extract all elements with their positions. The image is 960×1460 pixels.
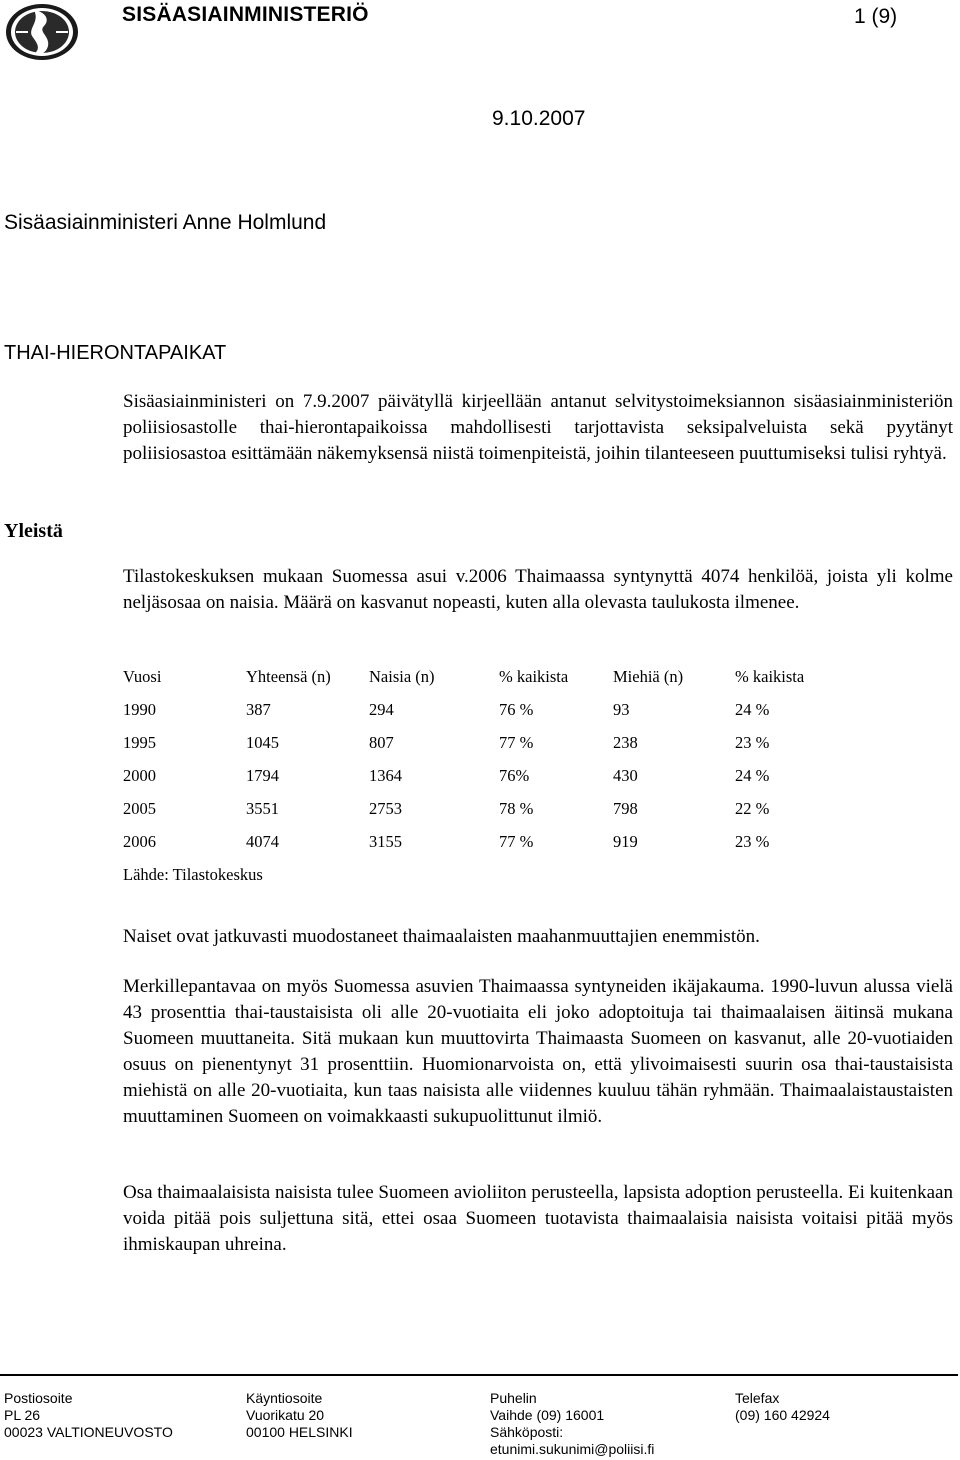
table-cell: 1794 xyxy=(246,766,279,785)
footer-value: (09) 160 42924 xyxy=(735,1407,830,1423)
recipient: Sisäasiainministeri Anne Holmlund xyxy=(4,211,327,234)
women-majority-paragraph: Naiset ovat jatkuvasti muodostaneet thaimaalaisten maahanmuuttajien enemmistön. xyxy=(123,926,760,947)
table-cell: 807 xyxy=(369,733,394,752)
footer-value: Vuorikatu 20 xyxy=(246,1407,325,1423)
table-cell: 2006 xyxy=(123,832,156,851)
footer-label: Puhelin xyxy=(490,1390,537,1406)
table-header-cell: Vuosi xyxy=(123,667,162,686)
footer-email: etunimi.sukunimi@poliisi.fi xyxy=(490,1441,655,1457)
table-cell: 1045 xyxy=(246,733,279,752)
footer-phone xyxy=(490,1390,654,1458)
table-cell: 2000 xyxy=(123,766,156,785)
table-cell: 1990 xyxy=(123,700,156,719)
table-header-cell: % kaikista xyxy=(735,667,805,686)
population-table xyxy=(123,667,823,898)
footer-value: Vaihde (09) 16001 xyxy=(490,1407,605,1423)
table-cell: 430 xyxy=(613,766,638,785)
document-date: 9.10.2007 xyxy=(492,107,586,130)
table-header-cell: % kaikista xyxy=(499,667,569,686)
table-cell: 22 % xyxy=(735,799,770,818)
table-row xyxy=(123,733,823,766)
page-number: 1 (9) xyxy=(854,5,898,28)
age-distribution-paragraph: Merkillepantavaa on myös Suomessa asuvien Thaimaassa syntyneiden ikäjakauma. 1990-luvun alussa vielä 43 prosenttia thai-taustaisista oli alle 20-vuotiaita eli joko adoptoituja tai thaimaalaisen äitinsä mukana Suomeen muuttaneita. Sitä mukaan kun muuttovirta Thaimaasta Suomeen on kasvanut, alle 20-vuotiaiden osuus on pienentynyt 31 prosenttiin. Huomionarvoista on, että ylivoimaisesti suurin osa thai-taustaisista miehistä on alle 20-vuotiaita, kun taas naisista alle viidennes kuuluu tähän ryhmään. Thaimaalaistaustaisten muuttaminen Suomeen on voimakkaasti sukupuolittunut ilmiö. xyxy=(123,976,953,1127)
table-row xyxy=(123,700,823,733)
statistics-paragraph: Tilastokeskuksen mukaan Suomessa asui v.2006 Thaimaassa syntynyttä 4074 henkilöä, joista yli kolme neljäsosaa on naisia. Määrä on kasvanut nopeasti, kuten alla olevasta taulukosta ilmenee. xyxy=(123,566,953,613)
intro-paragraph: Sisäasiainministeri on 7.9.2007 päivätyllä kirjeellään antanut selvitystoimeksiannon sisäasiainministeriön poliisiosastolle thai-hierontapaikoissa mahdollisesti tarjottavista seksipalveluista sekä pyytänyt poliisiosastoa esittämään näkemyksensä niistä toimenpiteistä, joihin tilanteeseen puuttumiseksi tulisi ryhtyä. xyxy=(123,391,953,464)
footer-visiting-address xyxy=(246,1390,353,1441)
document-title: THAI-HIERONTAPAIKAT xyxy=(4,342,227,364)
footer-divider xyxy=(0,1374,958,1376)
table-cell: 294 xyxy=(369,700,394,719)
footer-label: Käyntiosoite xyxy=(246,1390,323,1406)
footer-postal-address xyxy=(4,1390,173,1441)
footer-value: 00100 HELSINKI xyxy=(246,1424,353,1440)
table-cell: 24 % xyxy=(735,766,770,785)
table-row xyxy=(123,766,823,799)
footer-fax xyxy=(735,1390,830,1424)
table-cell: 23 % xyxy=(735,832,770,851)
table-cell: 24 % xyxy=(735,700,770,719)
table-header-row xyxy=(123,667,823,700)
footer-value: PL 26 xyxy=(4,1407,41,1423)
table-header-cell: Naisia (n) xyxy=(369,667,435,686)
table-source: Lähde: Tilastokeskus xyxy=(123,865,263,884)
table-cell: 77 % xyxy=(499,832,534,851)
table-cell: 1995 xyxy=(123,733,156,752)
table-cell: 2753 xyxy=(369,799,402,818)
table-cell: 798 xyxy=(613,799,638,818)
footer-value: Sähköposti: xyxy=(490,1424,564,1440)
table-cell: 76 % xyxy=(499,700,534,719)
table-cell: 387 xyxy=(246,700,271,719)
table-header-cell: Yhteensä (n) xyxy=(246,667,331,686)
table-row xyxy=(123,799,823,832)
table-cell: 3551 xyxy=(246,799,279,818)
ministry-logo-icon xyxy=(4,2,80,62)
table-header-cell: Miehiä (n) xyxy=(613,667,684,686)
table-cell: 23 % xyxy=(735,733,770,752)
table-cell: 238 xyxy=(613,733,638,752)
section-label-general: Yleistä xyxy=(4,520,63,542)
ministry-name: SISÄASIAINMINISTERIÖ xyxy=(122,3,369,26)
table-cell: 3155 xyxy=(369,832,402,851)
table-cell: 78 % xyxy=(499,799,534,818)
table-cell: 2005 xyxy=(123,799,156,818)
table-cell: 919 xyxy=(613,832,638,851)
footer-value: 00023 VALTIONEUVOSTO xyxy=(4,1424,173,1440)
table-cell: 4074 xyxy=(246,832,279,851)
table-cell: 76% xyxy=(499,766,530,785)
footer-label: Postiosoite xyxy=(4,1390,73,1406)
table-cell: 1364 xyxy=(369,766,402,785)
footer-label: Telefax xyxy=(735,1390,780,1406)
table-cell: 77 % xyxy=(499,733,534,752)
table-cell: 93 xyxy=(613,700,630,719)
marriage-adoption-paragraph: Osa thaimaalaisista naisista tulee Suomeen avioliiton perusteella, lapsista adoption perusteella. Ei kuitenkaan voida pitää pois suljettuna sitä, ettei osaa Suomeen tuotavista thaimaalaisia naisista voitaisi pitää myös ihmiskaupan uhreina. xyxy=(123,1182,953,1255)
table-row xyxy=(123,832,823,865)
